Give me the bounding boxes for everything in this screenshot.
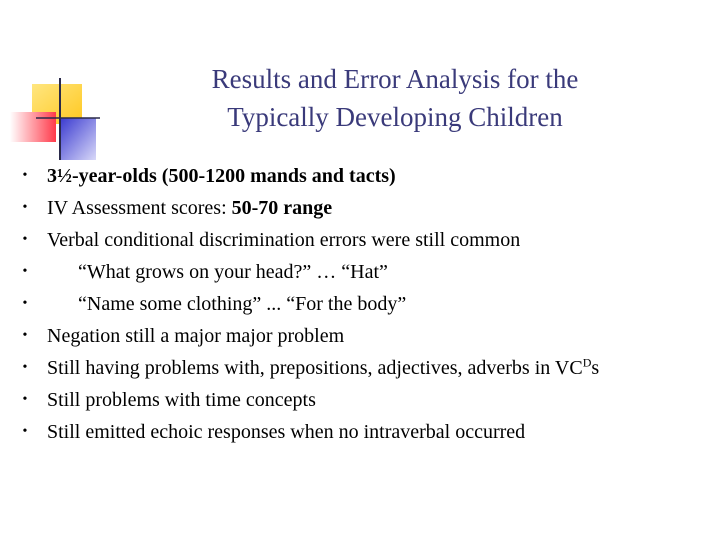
bullet-text: “Name some clothing” ... “For the body” [78, 293, 407, 315]
bullet-item [0, 320, 720, 352]
bullet-dot: • [22, 424, 28, 439]
bullet-text: Negation still a major major problem [47, 325, 345, 347]
bullet-item [0, 384, 720, 416]
bullet-dot: • [22, 264, 28, 279]
bullet-text: Verbal conditional discrimination errors were still common [47, 229, 521, 251]
title-line-1: Results and Error Analysis for the [211, 64, 579, 94]
bullet-dot: • [22, 392, 28, 407]
bullet-bold-text: 50-70 range [231, 197, 333, 219]
logo-red-bar [10, 112, 56, 142]
decorative-logo [0, 0, 110, 170]
bullet-text: Still emitted echoic responses when no intraverbal occurred [47, 421, 526, 443]
bullet-text [47, 354, 599, 382]
bullet-item [0, 256, 720, 288]
bullet-dot: • [22, 168, 28, 183]
bullet-text [47, 162, 396, 190]
title-line-2: Typically Developing Children [227, 102, 563, 132]
bullet-item [0, 160, 720, 192]
bullet-item [0, 224, 720, 256]
bullet-plain-text: IV Assessment scores: [47, 197, 232, 219]
bullet-item [0, 192, 720, 224]
bullet-dot: • [22, 360, 28, 375]
bullet-item [0, 288, 720, 320]
superscript-text: D [582, 355, 592, 370]
bullet-text: “What grows on your head?” … “Hat” [78, 261, 388, 283]
bullet-bold-text: 3½-year-olds (500-1200 mands and tacts) [47, 165, 396, 187]
bullet-plain-text: s [591, 357, 600, 379]
bullet-dot: • [22, 232, 28, 247]
bullet-dot: • [22, 328, 28, 343]
bullet-dot: • [22, 296, 28, 311]
bullet-text [47, 194, 332, 222]
bullet-item [0, 416, 720, 448]
slide-title [160, 60, 630, 136]
bullet-item [0, 352, 720, 384]
logo-blue-square [60, 118, 96, 160]
bullet-list [0, 160, 720, 448]
bullet-text: Still problems with time concepts [47, 389, 316, 411]
bullet-plain-text: Still having problems with, prepositions, adjectives, adverbs in VC [47, 357, 583, 379]
bullet-dot: • [22, 200, 28, 215]
